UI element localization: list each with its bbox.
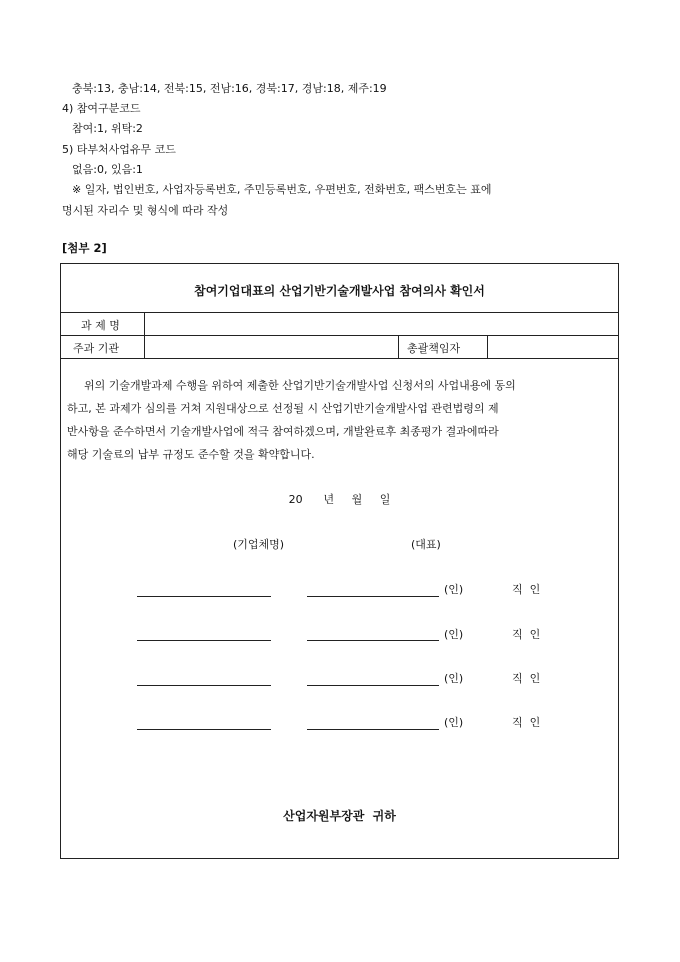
region-code-line: 충북:13, 충남:14, 전북:15, 전남:16, 경북:17, 경남:18, 제주:19 (72, 82, 387, 95)
official-seal-label: 직 인 (512, 716, 541, 729)
pledge-paragraph (67, 374, 610, 466)
divider (398, 335, 399, 358)
host-org-label: 주과 기관 (73, 342, 120, 355)
task-name-field[interactable] (145, 313, 619, 335)
company-name-field[interactable] (137, 729, 271, 730)
pledge-line: 해당 기술료의 납부 규정도 준수할 것을 확약합니다. (67, 448, 315, 461)
pi-label: 총괄책임자 (407, 342, 461, 355)
seal-label: (인) (444, 583, 464, 596)
official-seal-label: 직 인 (512, 672, 541, 685)
official-seal-label: 직 인 (512, 628, 541, 641)
date-line: 20 년 월 일 (288, 493, 391, 506)
pi-field[interactable] (488, 336, 619, 358)
item4-values: 참여:1, 위탁:2 (72, 122, 143, 135)
pledge-line: 위의 기술개발과제 수행을 위하여 제출한 산업기반기술개발사업 신청서의 사업내용에 동의 (84, 379, 516, 392)
pledge-line: 반사항을 준수하면서 기술개발사업에 적극 참여하겠으며, 개발완료후 최종평가 결과에따라 (67, 425, 499, 438)
item5-values: 없음:0, 있음:1 (72, 163, 143, 176)
company-label: (기업체명) (233, 538, 285, 551)
pledge-line: 하고, 본 과제가 심의를 거쳐 지원대상으로 선정될 시 산업기반기술개발사업 관련법령의 제 (67, 402, 499, 415)
remark-line-2: 명시된 자리수 및 형식에 따라 작성 (62, 204, 229, 217)
confirmation-form (60, 263, 619, 859)
attachment-label: [첨부 2] (62, 241, 107, 255)
seal-label: (인) (444, 628, 464, 641)
rep-name-field[interactable] (307, 596, 439, 597)
company-name-field[interactable] (137, 685, 271, 686)
addressee: 산업자원부장관 귀하 (283, 809, 396, 823)
seal-label: (인) (444, 672, 464, 685)
divider (61, 358, 618, 359)
item4-title: 4) 참여구분코드 (62, 102, 141, 115)
remark-line-1: ※ 일자, 법인번호, 사업자등록번호, 주민등록번호, 우편번호, 전화번호, 팩스번호는 표에 (72, 183, 492, 196)
item5-title: 5) 타부처사업유무 코드 (62, 143, 176, 156)
rep-label: (대표) (411, 538, 441, 551)
rep-name-field[interactable] (307, 729, 439, 730)
task-name-label: 과 제 명 (81, 319, 120, 332)
rep-name-field[interactable] (307, 640, 439, 641)
seal-label: (인) (444, 716, 464, 729)
company-name-field[interactable] (137, 640, 271, 641)
form-title: 참여기업대표의 산업기반기술개발사업 참여의사 확인서 (194, 284, 485, 298)
rep-name-field[interactable] (307, 685, 439, 686)
company-name-field[interactable] (137, 596, 271, 597)
official-seal-label: 직 인 (512, 583, 541, 596)
host-org-field[interactable] (145, 336, 398, 358)
